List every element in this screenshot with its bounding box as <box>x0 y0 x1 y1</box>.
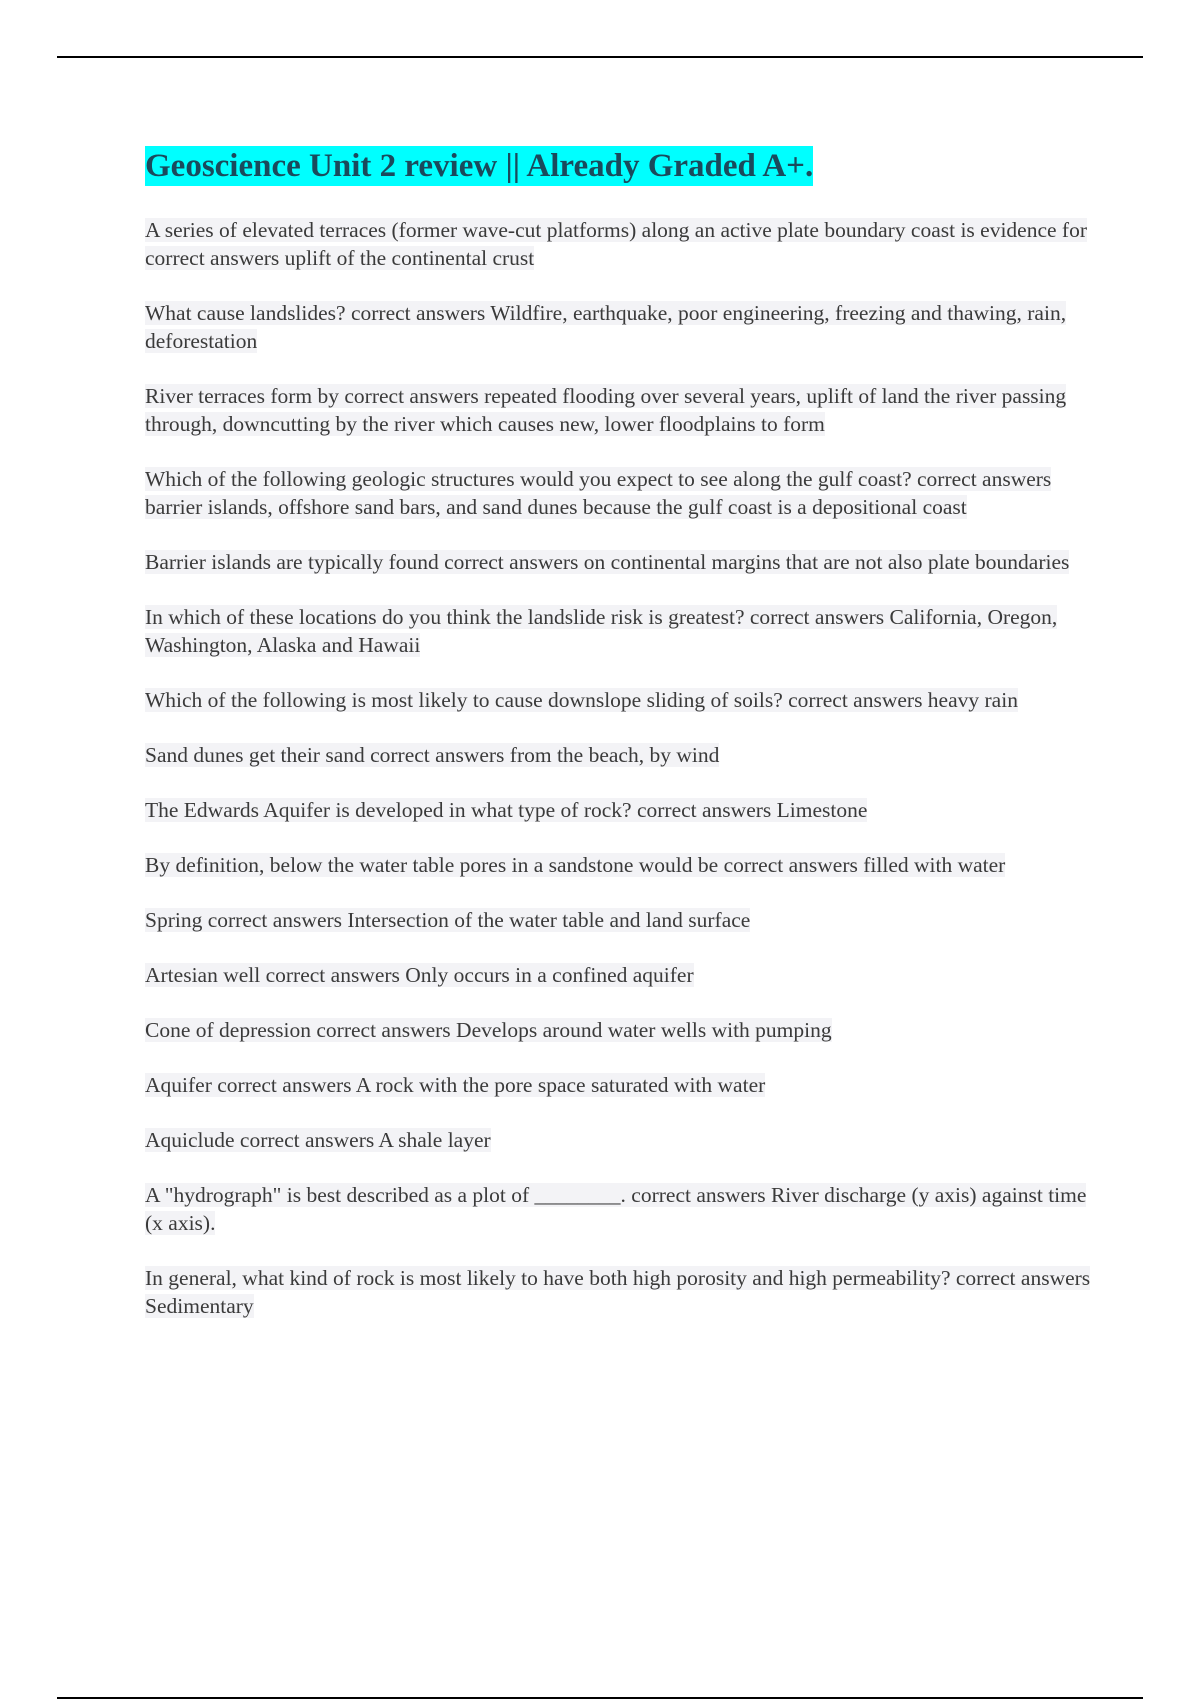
qa-text: Which of the following is most likely to cause downslope sliding of soils? correct answers heavy rain <box>145 688 1018 712</box>
qa-item <box>145 796 1095 824</box>
qa-item <box>145 1264 1095 1320</box>
qa-item <box>145 961 1095 989</box>
qa-item <box>145 906 1095 934</box>
title-block <box>145 144 1095 188</box>
qa-text: Barrier islands are typically found correct answers on continental margins that are not also plate boundaries <box>145 550 1070 574</box>
qa-item <box>145 603 1095 659</box>
qa-text: A series of elevated terraces (former wave-cut platforms) along an active plate boundary coast is evidence for correct answers uplift of the continental crust <box>145 218 1088 270</box>
qa-item <box>145 686 1095 714</box>
qa-text: In which of these locations do you think the landslide risk is greatest? correct answers California, Oregon, Washington, Alaska and Hawaii <box>145 605 1058 657</box>
qa-text: Aquiclude correct answers A shale layer <box>145 1128 491 1152</box>
qa-item <box>145 1016 1095 1044</box>
qa-item <box>145 465 1095 521</box>
qa-text: Which of the following geologic structures would you expect to see along the gulf coast? correct answers barrier islands, offshore sand bars, and sand dunes because the gulf coast is a depositional coast <box>145 467 1052 519</box>
qa-text: What cause landslides? correct answers Wildfire, earthquake, poor engineering, freezing and thawing, rain, deforestation <box>145 301 1067 353</box>
qa-item <box>145 851 1095 879</box>
qa-text: By definition, below the water table pores in a sandstone would be correct answers filled with water <box>145 853 1006 877</box>
bottom-rule <box>57 1697 1143 1699</box>
qa-text: Cone of depression correct answers Develops around water wells with pumping <box>145 1018 832 1042</box>
qa-item <box>145 1126 1095 1154</box>
qa-text: Artesian well correct answers Only occurs in a confined aquifer <box>145 963 694 987</box>
qa-text: A "hydrograph" is best described as a plot of ________. correct answers River discharge (y axis) against time (x axis). <box>145 1183 1087 1235</box>
qa-item <box>145 299 1095 355</box>
qa-text: In general, what kind of rock is most likely to have both high porosity and high permeability? correct answers Sedimentary <box>145 1266 1091 1318</box>
qa-item <box>145 382 1095 438</box>
top-rule <box>57 56 1143 58</box>
qa-item <box>145 1071 1095 1099</box>
qa-text: Sand dunes get their sand correct answers from the beach, by wind <box>145 743 720 767</box>
qa-item <box>145 1181 1095 1237</box>
qa-text: The Edwards Aquifer is developed in what type of rock? correct answers Limestone <box>145 798 868 822</box>
qa-text: Spring correct answers Intersection of the water table and land surface <box>145 908 751 932</box>
qa-text: River terraces form by correct answers repeated flooding over several years, uplift of land the river passing through, downcutting by the river which causes new, lower floodplains to form <box>145 384 1067 436</box>
document-title: Geoscience Unit 2 review || Already Graded A+. <box>145 148 814 184</box>
qa-item <box>145 548 1095 576</box>
qa-text: Aquifer correct answers A rock with the pore space saturated with water <box>145 1073 766 1097</box>
qa-item <box>145 741 1095 769</box>
document-body <box>145 144 1095 1347</box>
qa-item <box>145 216 1095 272</box>
